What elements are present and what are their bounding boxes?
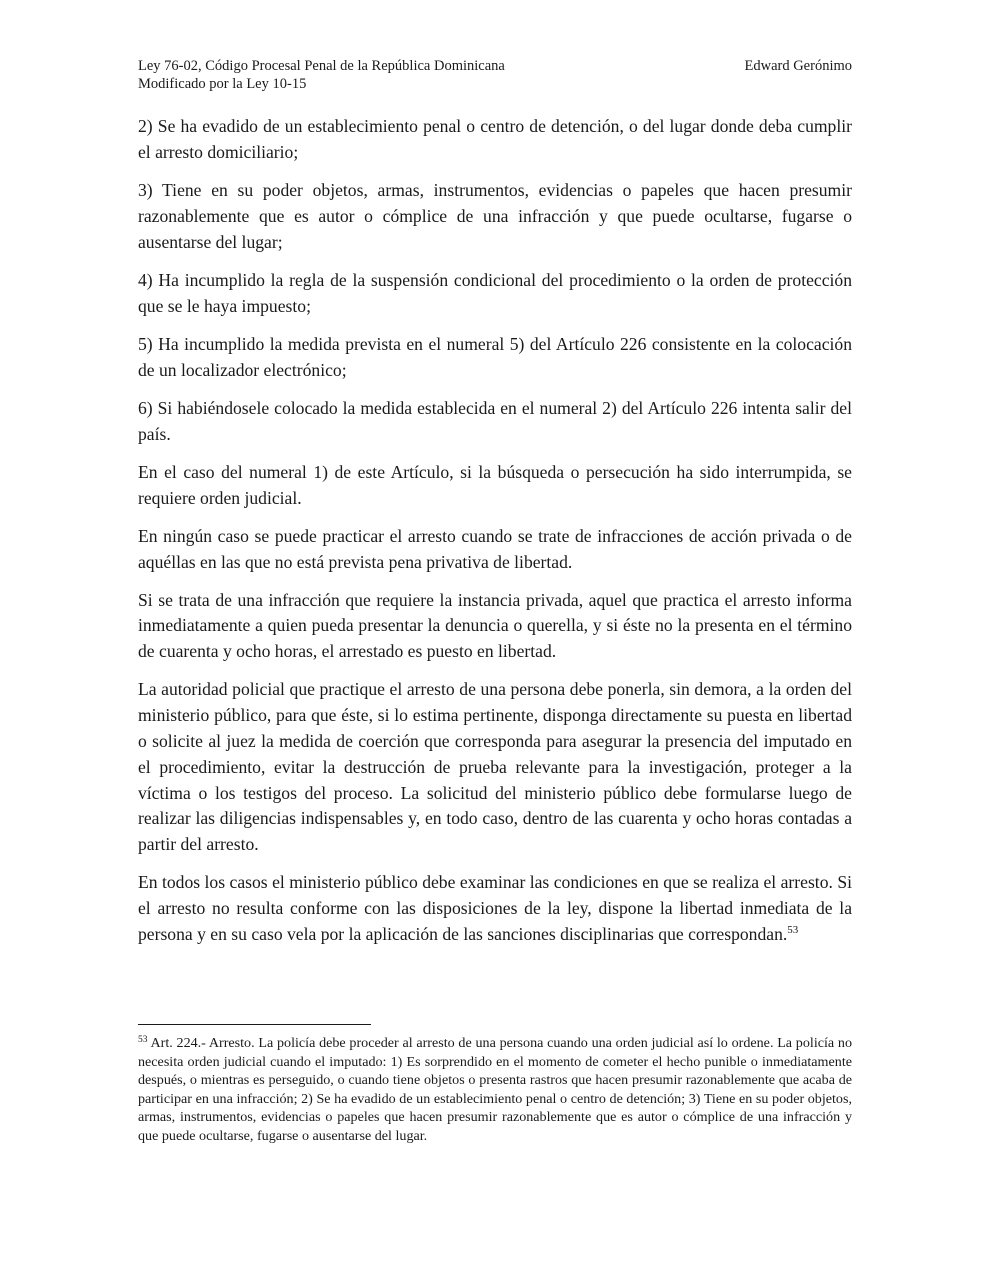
paragraph-private-instance: Si se trata de una infracción que requiere la instancia privada, aquel que practica el arresto informa inmediatamente a quien pueda presentar la denuncia o querella, y si éste no la presenta en el término de cuarenta y ocho horas, el arrestado es puesto en libertad. xyxy=(138,589,852,662)
document-body xyxy=(138,114,852,960)
footnote-marker: 53 xyxy=(138,1035,148,1045)
paragraph-item-6: 6) Si habiéndosele colocado la medida establecida en el numeral 2) del Artículo 226 intenta salir del país. xyxy=(138,397,852,444)
paragraph-item-4: 4) Ha incumplido la regla de la suspensión condicional del procedimiento o la orden de protección que se le haya impuesto; xyxy=(138,269,852,316)
page-header xyxy=(138,57,852,93)
footnote-text: Art. 224.- Arresto. La policía debe proceder al arresto de una persona cuando una orden judicial así lo ordene. La policía no necesita orden judicial cuando el imputado: 1) Es sorprendido en el momento de cometer el hecho punible o inmediatamente después, o mientras es perseguido, o cuando tiene objetos o presenta rastros que hacen presumir razonablemente que acaba de participar en una infracción; 2) Se ha evadido de un establecimiento penal o centro de detención; 3) Tiene en su poder objetos, armas, instrumentos, evidencias o papeles que hacen presumir razonablemente que es autor o cómplice de una infracción y que puede ocultarse, fugarse o ausentarse del lugar. xyxy=(138,1035,852,1144)
paragraph-final xyxy=(138,870,852,947)
paragraph-private-action: En ningún caso se puede practicar el arresto cuando se trate de infracciones de acción privada o de aquéllas en las que no está prevista pena privativa de libertad. xyxy=(138,525,852,572)
header-title-line-1: Ley 76-02, Código Procesal Penal de la República Dominicana xyxy=(138,58,505,74)
footnote-reference[interactable]: 53 xyxy=(787,924,799,937)
paragraph-item-2: 2) Se ha evadido de un establecimiento penal o centro de detención, o del lugar donde deba cumplir el arresto domiciliario; xyxy=(138,116,852,162)
paragraph-item-3: 3) Tiene en su poder objetos, armas, instrumentos, evidencias o papeles que hacen presumir razonablemente que es autor o cómplice de una infracción y que puede ocultarse, fugarse o ausentarse del lugar; xyxy=(138,179,852,252)
paragraph-item-5: 5) Ha incumplido la medida prevista en el numeral 5) del Artículo 226 consistente en la colocación de un localizador electrónico; xyxy=(138,333,852,380)
paragraph-final-text: En todos los casos el ministerio público debe examinar las condiciones en que se realiza el arresto. Si el arresto no resulta conforme con las disposiciones de la ley, dispone la libertad inmediata de la persona y en su caso vela por la aplicación de las sanciones disciplinarias que correspondan. xyxy=(138,872,852,945)
footnote-separator xyxy=(138,1024,371,1025)
paragraph-police-authority: La autoridad policial que practique el arresto de una persona debe ponerla, sin demora, a la orden del ministerio público, para que éste, si lo estima pertinente, disponga directamente su puesta en libertad o solicite al juez la medida de coerción que corresponda para asegurar la presencia del imputado en el procedimiento, evitar la destrucción de prueba relevante para la investigación, proteger a la víctima o los testigos del proceso. La solicitud del ministerio público debe formularse luego de realizar las diligencias indispensables y, en todo caso, dentro de las cuarenta y ocho horas contadas a partir del arresto. xyxy=(138,679,852,855)
footnote xyxy=(138,1034,852,1146)
header-title-line-2: Modificado por la Ley 10-15 xyxy=(138,76,307,92)
header-author: Edward Gerónimo xyxy=(744,58,852,74)
paragraph-numeral-1-note: En el caso del numeral 1) de este Artículo, si la búsqueda o persecución ha sido interrumpida, se requiere orden judicial. xyxy=(138,461,852,508)
